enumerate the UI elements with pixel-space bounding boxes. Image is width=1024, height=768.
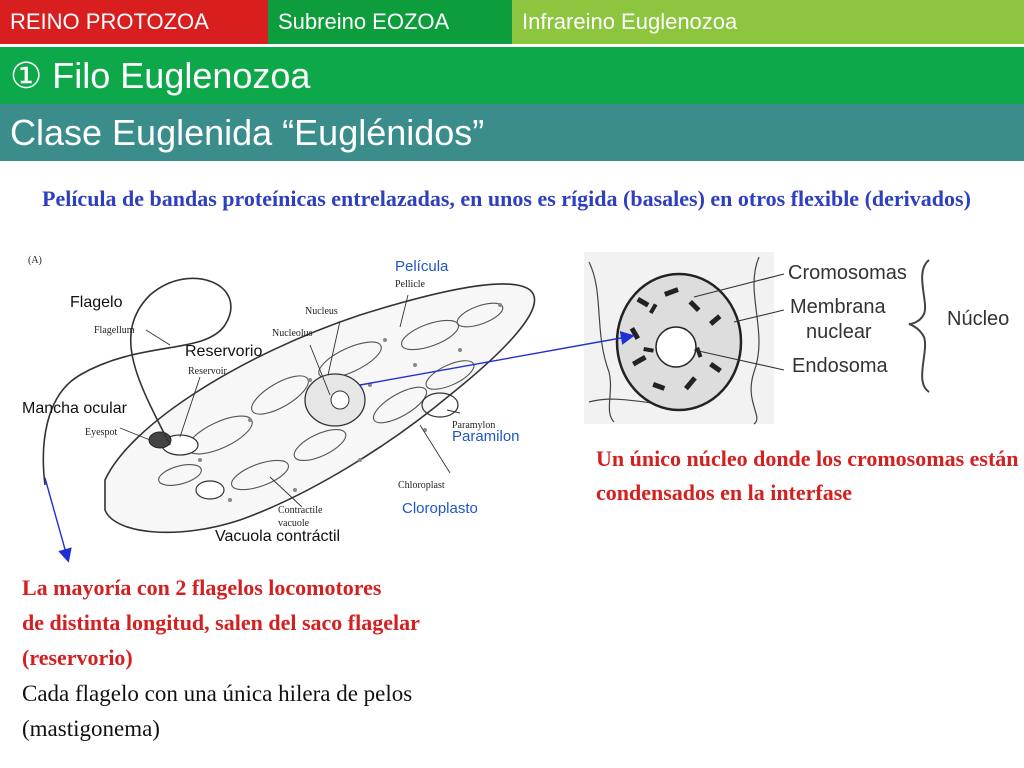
label-nucleus: Nucleus [305, 306, 338, 317]
clase-title: Clase Euglenida “Euglénidos” [0, 104, 1024, 161]
label-membrana: Membrana [790, 296, 886, 318]
flagelos-line-2: de distinta longitud, salen del saco flagelar [22, 610, 420, 635]
flagelos-line-1: La mayoría con 2 flagelos locomotores [22, 575, 382, 600]
mastigonema-description [22, 676, 582, 746]
label-pelicula: Película [395, 258, 449, 275]
label-flagelo: Flagelo [70, 294, 123, 311]
label-contractile: Contractile [278, 505, 323, 516]
label-nucleo: Núcleo [947, 308, 1010, 330]
label-chloroplast: Chloroplast [398, 480, 445, 491]
label-paramilon: Paramilon [452, 428, 520, 445]
tab-subreino-eozoa: Subreino EOZOA [268, 0, 512, 44]
label-nuclear: nuclear [806, 321, 872, 343]
label-vacuola-contractil: Vacuola contráctil [215, 528, 341, 545]
filo-title: ① Filo Euglenozoa [0, 47, 1024, 104]
label-vacuole: vacuole [278, 518, 310, 529]
label-reservorio: Reservorio [185, 343, 263, 360]
flagelos-description [22, 570, 582, 675]
label-paramylon: Paramylon [452, 420, 496, 431]
label-endosoma: Endosoma [792, 355, 888, 377]
label-cromosomas: Cromosomas [788, 262, 907, 284]
pelos-line-1: Cada flagelo con una única hilera de pelos [22, 681, 413, 706]
pelos-line-2: (mastigonema) [22, 716, 160, 741]
label-nucleolus: Nucleolus [272, 328, 313, 339]
label-mancha-ocular: Mancha ocular [22, 400, 127, 417]
pelicula-description: Película de bandas proteínicas entrelazadas, en unos es rígida (basales) en otros flexible (derivados) [42, 186, 971, 211]
flagelos-line-3: (reservorio) [22, 645, 133, 670]
tab-infrareino-euglenozoa: Infrareino Euglenozoa [512, 0, 1024, 44]
panel-tag: (A) [28, 255, 42, 266]
label-reservoir: Reservoir [188, 366, 227, 377]
label-pellicle: Pellicle [395, 279, 425, 290]
label-flagellum: Flagellum [94, 325, 135, 336]
label-eyespot: Eyespot [85, 427, 118, 438]
tab-reino-protozoa: REINO PROTOZOA [0, 0, 268, 44]
label-cloroplasto: Cloroplasto [402, 500, 478, 517]
nucleo-description: Un único núcleo donde los cromosomas están condensados en la interfase [596, 446, 1019, 505]
